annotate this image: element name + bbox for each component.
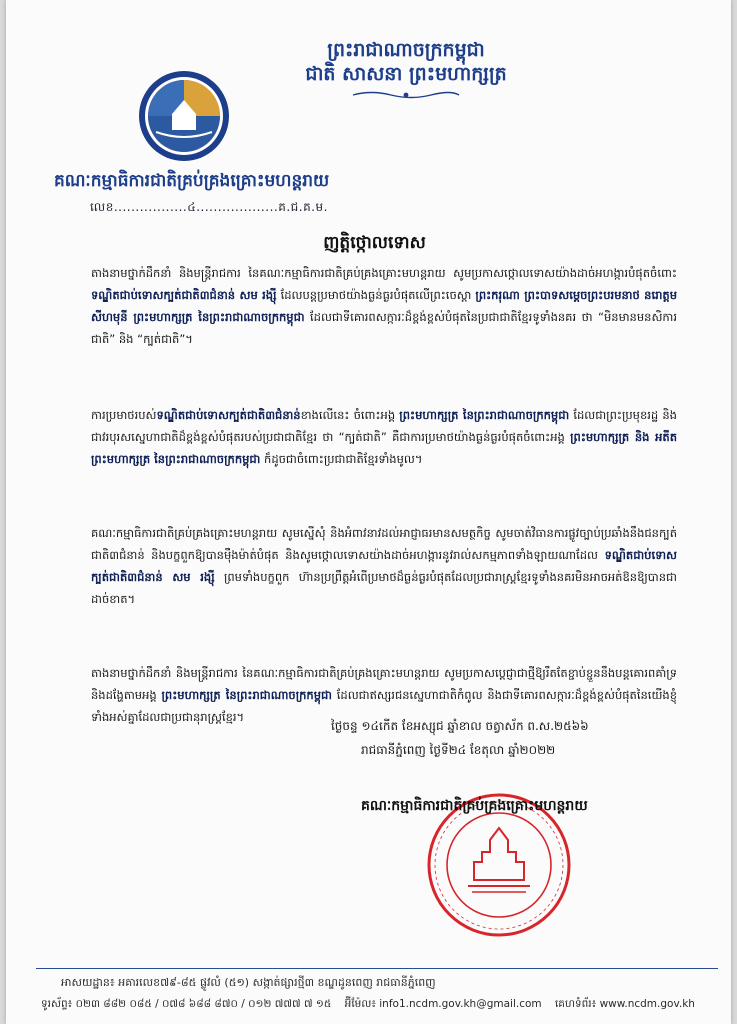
solar-date: រាជធានីភ្នំពេញ ថ្ងៃទី២៤ ខែតុលា ឆ្នាំ២០២២ bbox=[361, 743, 556, 757]
document-title: ញត្តិថ្កោលទោស bbox=[323, 233, 426, 253]
footer-address: អាសយដ្ឋាន៖ អគារលេខ៧៩-៨៥ ផ្លូវលំ (៥១) សង្កាត់ផ្សារថ្មី៣ ខណ្ឌដូនពេញ រាជធានីភ្នំពេញ bbox=[61, 976, 436, 989]
footer-divider bbox=[36, 968, 718, 969]
footer-phone: ទូរស័ព្ទ៖ ០២៣ ៨៨២ ០៨៥ / ០៧៨ ៦៨៨ ៨៧០ / ០១២ ៧៧៧ ៧ ១៥ bbox=[41, 998, 332, 1010]
paragraph-2: ការប្រមាថរបស់ទណ្ឌិតជាប់ទោសក្បត់ជាតិ៣ជំនាន់ខាងលើនេះ ចំពោះអង្គ ព្រះមហាក្សត្រ នៃព្រះរាជាណាចក្រកម្ពុជា ដែលជាព្រះប្រមុខរដ្ឋ និងជាវរបុរសស្នេហាជាតិដ៏ខ្ពង់ខ្ពស់បំផុតរបស់ប្រជាជាតិខ្មែរ ថា “ក្បត់ជាតិ” គឺជាការប្រមាថយ៉ាងធ្ងន់ធ្ងរបំផុតចំពោះអង្គ ព្រះមហាក្សត្រ និង អតីតព្រះមហាក្សត្រ នៃព្រះរាជាណាចក្រកម្ពុជា ក៏ដូចជាចំពោះប្រជាជាតិខ្មែរទាំងមូល។ bbox=[91, 408, 677, 466]
footer-email[interactable]: អ៊ីម៉ែល៖ info1.ncdm.gov.kh@gmail.com bbox=[344, 998, 542, 1010]
document-sheet bbox=[6, 0, 731, 1024]
paragraph-3: គណៈកម្មាធិការជាតិគ្រប់គ្រងគ្រោះមហន្តរាយ សូមស្នើសុំ និងអំពាវនាវដល់អាជ្ញាធរមានសមត្ថកិច្ច សូមចាត់វិធានការផ្លូវច្បាប់ប្រឆាំងនឹងជនក្បត់ជាតិ៣ជំនាន់ និងបក្ខពួកឱ្យបានម៉ឺងម៉ាត់បំផុត និងសូមថ្កោលទោសយ៉ាងដាច់អហង្ការនូវរាល់សកម្មភាពទាំងឡាយណាដែល ទណ្ឌិតជាប់ទោសក្បត់ជាតិ៣ជំនាន់ សម រង្ស៊ី ព្រមទាំងបក្ខពួក ហ៊ានប្រព្រឹត្តអំពើប្រមាថដ៏ធ្ងន់ធ្ងរបំផុតដែលប្រជារាស្ត្រខ្មែរទូទាំងនគរមិនអាចអត់ឱនឱ្យបានជាដាច់ខាត។ bbox=[91, 526, 677, 606]
committee-name: គណៈកម្មាធិការជាតិគ្រប់គ្រងគ្រោះមហន្តរាយ bbox=[54, 171, 330, 191]
kingdom-heading: ព្រះរាជាណាចក្រកម្ពុជា bbox=[327, 39, 485, 61]
footer-website[interactable]: គេហទំព័រ៖ www.ncdm.gov.kh bbox=[554, 998, 695, 1010]
paragraph-1: តាងនាមថ្នាក់ដឹកនាំ និងមន្ត្រីរាជការ នៃគណៈកម្មាធិការជាតិគ្រប់គ្រងគ្រោះមហន្តរាយ សូមប្រកាសថ្កោលទោសយ៉ាងដាច់អហង្ការបំផុតចំពោះ ទណ្ឌិតជាប់ទោសក្បត់ជាតិ៣ជំនាន់ សម រង្ស៊ី ដែលបន្តប្រមាថយ៉ាងធ្ងន់ធ្ងរបំផុតលើព្រះចេស្តា ព្រះករុណា ព្រះបាទសម្តេចព្រះបរមនាថ នរោត្តម សីហមុនី ព្រះមហាក្សត្រ នៃព្រះរាជាណាចក្រកម្ពុជា ដែលជាទីគោរពសក្ការៈដ៏ខ្ពង់ខ្ពស់បំផុតនៃប្រជាជាតិខ្មែរទូទាំងនគរ ថា “មិនមានមនសិការជាតិ” និង “ក្បត់ជាតិ”។ bbox=[91, 266, 677, 346]
signatory-committee: គណៈកម្មាធិការជាតិគ្រប់គ្រងគ្រោះមហន្តរាយ bbox=[361, 798, 588, 814]
lunar-date: ថ្ងៃចន្ទ ១៤កើត ខែអស្សុជ ឆ្នាំខាល ចត្វាស័ក ព.ស.២៥៦៦ bbox=[331, 719, 589, 733]
ornament-divider bbox=[351, 90, 461, 100]
motto-heading: ជាតិ សាសនា ព្រះមហាក្សត្រ bbox=[305, 63, 507, 85]
footer-contacts bbox=[41, 998, 705, 1013]
paragraph-4: តាងនាមថ្នាក់ដឹកនាំ និងមន្ត្រីរាជការ នៃគណៈកម្មាធិការជាតិគ្រប់គ្រងគ្រោះមហន្តរាយ សូមប្រកាសប្តេជ្ញាជាថ្មីឱ្យរឹតតែខ្ជាប់ខ្ជួននឹងបន្តគោរពគាំទ្រ និងដង្ហែតាមអង្គ ព្រះមហាក្សត្រ នៃព្រះរាជាណាចក្រកម្ពុជា ដែលជាឥស្សរជនស្នេហាជាតិកំពូល និងជាទីគោរពសក្ការៈដ៏ខ្ពង់ខ្ពស់បំផុតនៃយើងខ្ញុំទាំងអស់គ្នាដែលជាប្រជានុរាស្ត្រខ្មែរ។ bbox=[91, 666, 677, 724]
ncdm-logo bbox=[138, 70, 230, 162]
reference-number: លេខ.................៤...................គ.ជ.គ.ម. bbox=[90, 200, 328, 214]
